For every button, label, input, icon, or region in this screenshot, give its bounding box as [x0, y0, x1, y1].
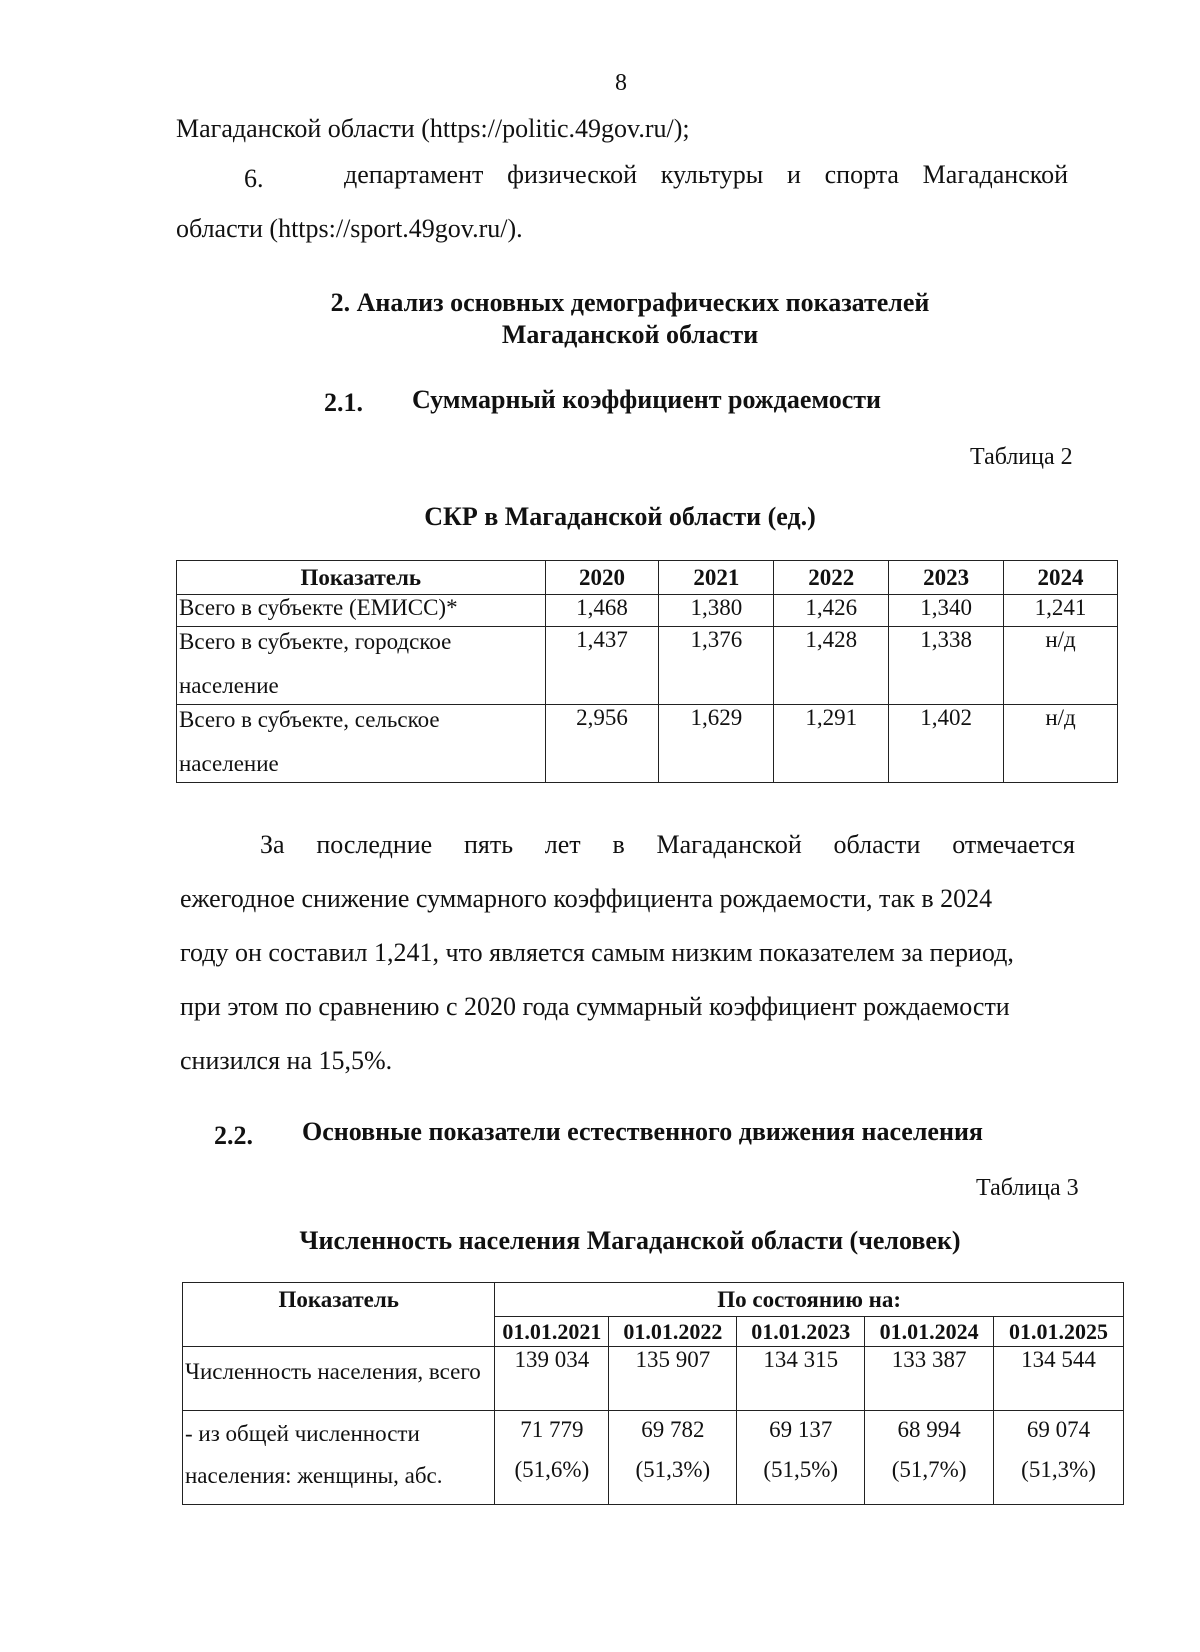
cell-value: 1,376: [659, 627, 774, 705]
word: отмечается: [952, 830, 1075, 859]
word: спорта: [824, 160, 899, 189]
section-2-title-line2: Магаданской области: [501, 320, 759, 349]
column-header-date: 01.01.2025: [994, 1317, 1124, 1347]
column-header-year: 2022: [774, 561, 889, 595]
cell-value: 134 315: [737, 1347, 865, 1411]
cell-value: [495, 1411, 609, 1505]
table-row: [177, 627, 1118, 705]
column-header-date: 01.01.2023: [737, 1317, 865, 1347]
list-item-5-tail: Магаданской области (https://politic.49gov.ru/);: [176, 114, 690, 143]
table-2-fertility: [176, 560, 1118, 783]
word: Магаданской: [922, 160, 1068, 189]
cell-value: 1,402: [889, 705, 1004, 783]
word: За: [260, 830, 285, 859]
cell-value: 1,629: [659, 705, 774, 783]
table-2-label: Таблица 2: [970, 444, 1073, 470]
row-label-line2: населения: женщины, абс.: [185, 1463, 443, 1488]
row-label: Всего в субъекте (ЕМИСС)*: [177, 595, 546, 627]
section-2-1-number: 2.1.: [324, 388, 363, 417]
cell-abs: 69 137: [769, 1417, 833, 1442]
column-header-indicator: Показатель: [183, 1283, 495, 1347]
cell-percent: (51,6%): [514, 1457, 590, 1482]
column-header-year: 2021: [659, 561, 774, 595]
page-number: 8: [615, 70, 627, 96]
column-header-indicator: Показатель: [177, 561, 546, 595]
column-header-date: 01.01.2024: [865, 1317, 994, 1347]
cell-percent: (51,3%): [1021, 1457, 1096, 1482]
list-item-6-number: 6.: [244, 164, 264, 193]
word: культуры: [660, 160, 764, 189]
word: физической: [507, 160, 638, 189]
list-item-6-line1: [344, 160, 1068, 190]
column-header-date: 01.01.2021: [495, 1317, 609, 1347]
cell-value: 1,340: [889, 595, 1004, 627]
cell-value: 134 544: [994, 1347, 1124, 1411]
word: пять: [463, 830, 514, 859]
cell-value: 2,956: [545, 705, 659, 783]
table-3-title: Численность населения Магаданской области (человек): [299, 1226, 961, 1255]
column-header-year: 2024: [1004, 561, 1118, 595]
cell-value: 135 907: [609, 1347, 737, 1411]
word: Магаданской: [656, 830, 802, 859]
word: последние: [316, 830, 433, 859]
table-3-population: [182, 1282, 1124, 1505]
word: департамент: [344, 160, 484, 189]
column-header-year: 2023: [889, 561, 1004, 595]
word: и: [786, 160, 801, 189]
row-label-line2: население: [179, 673, 279, 698]
word: в: [612, 830, 625, 859]
table-2-title: СКР в Магаданской области (ед.): [424, 502, 816, 531]
cell-value: 1,338: [889, 627, 1004, 705]
row-label-line2: население: [179, 751, 279, 776]
cell-abs: 71 779: [520, 1417, 584, 1442]
word: лет: [544, 830, 581, 859]
cell-abs: 69 782: [641, 1417, 705, 1442]
paragraph-line3: году он составил 1,241, что является самым низким показателем за период,: [180, 938, 1014, 967]
cell-value: 1,437: [545, 627, 659, 705]
row-label-line1: Всего в субъекте, сельское: [179, 707, 440, 732]
paragraph-line2: ежегодное снижение суммарного коэффициента рождаемости, так в 2024: [180, 884, 993, 913]
cell-percent: (51,7%): [891, 1457, 967, 1482]
cell-value: 1,241: [1004, 595, 1118, 627]
word: области: [833, 830, 921, 859]
section-2-2-number: 2.2.: [214, 1121, 253, 1150]
column-header-date: 01.01.2022: [609, 1317, 737, 1347]
row-label-line1: Всего в субъекте, городское: [179, 629, 452, 654]
table-row: [183, 1411, 1124, 1505]
cell-value: [994, 1411, 1124, 1505]
table-row: [177, 595, 1118, 627]
row-label: [177, 705, 546, 783]
list-item-6-line2: области (https://sport.49gov.ru/).: [176, 214, 523, 243]
cell-value: 139 034: [495, 1347, 609, 1411]
cell-value: н/д: [1004, 627, 1118, 705]
row-label: [177, 627, 546, 705]
cell-abs: 69 074: [1026, 1417, 1091, 1442]
cell-value: 1,380: [659, 595, 774, 627]
paragraph-line5: снизился на 15,5%.: [180, 1046, 393, 1075]
cell-abs: 68 994: [897, 1417, 961, 1442]
cell-value: н/д: [1004, 705, 1118, 783]
section-2-1-title: Суммарный коэффициент рождаемости: [412, 385, 882, 414]
column-header-group: По состоянию на:: [495, 1283, 1124, 1317]
cell-value: 1,426: [774, 595, 889, 627]
cell-value: 1,428: [774, 627, 889, 705]
cell-value: [737, 1411, 865, 1505]
column-header-year: 2020: [545, 561, 659, 595]
table-row: [177, 705, 1118, 783]
table-row: [183, 1347, 1124, 1411]
row-label-line1: - из общей численности: [185, 1421, 420, 1446]
cell-value: 133 387: [865, 1347, 994, 1411]
cell-percent: (51,3%): [635, 1457, 711, 1482]
cell-value: 1,291: [774, 705, 889, 783]
table-3-label: Таблица 3: [976, 1175, 1079, 1201]
paragraph-line1: [260, 830, 1075, 860]
cell-value: [609, 1411, 737, 1505]
cell-value: [865, 1411, 994, 1505]
row-label: Численность населения, всего: [183, 1347, 495, 1411]
row-label: [183, 1411, 495, 1505]
cell-value: 1,468: [545, 595, 659, 627]
section-2-title-line1: 2. Анализ основных демографических показателей: [330, 288, 930, 317]
cell-percent: (51,5%): [763, 1457, 839, 1482]
section-2-2-title: Основные показатели естественного движения населения: [302, 1117, 984, 1146]
paragraph-line4: при этом по сравнению с 2020 года суммарный коэффициент рождаемости: [180, 992, 1010, 1021]
